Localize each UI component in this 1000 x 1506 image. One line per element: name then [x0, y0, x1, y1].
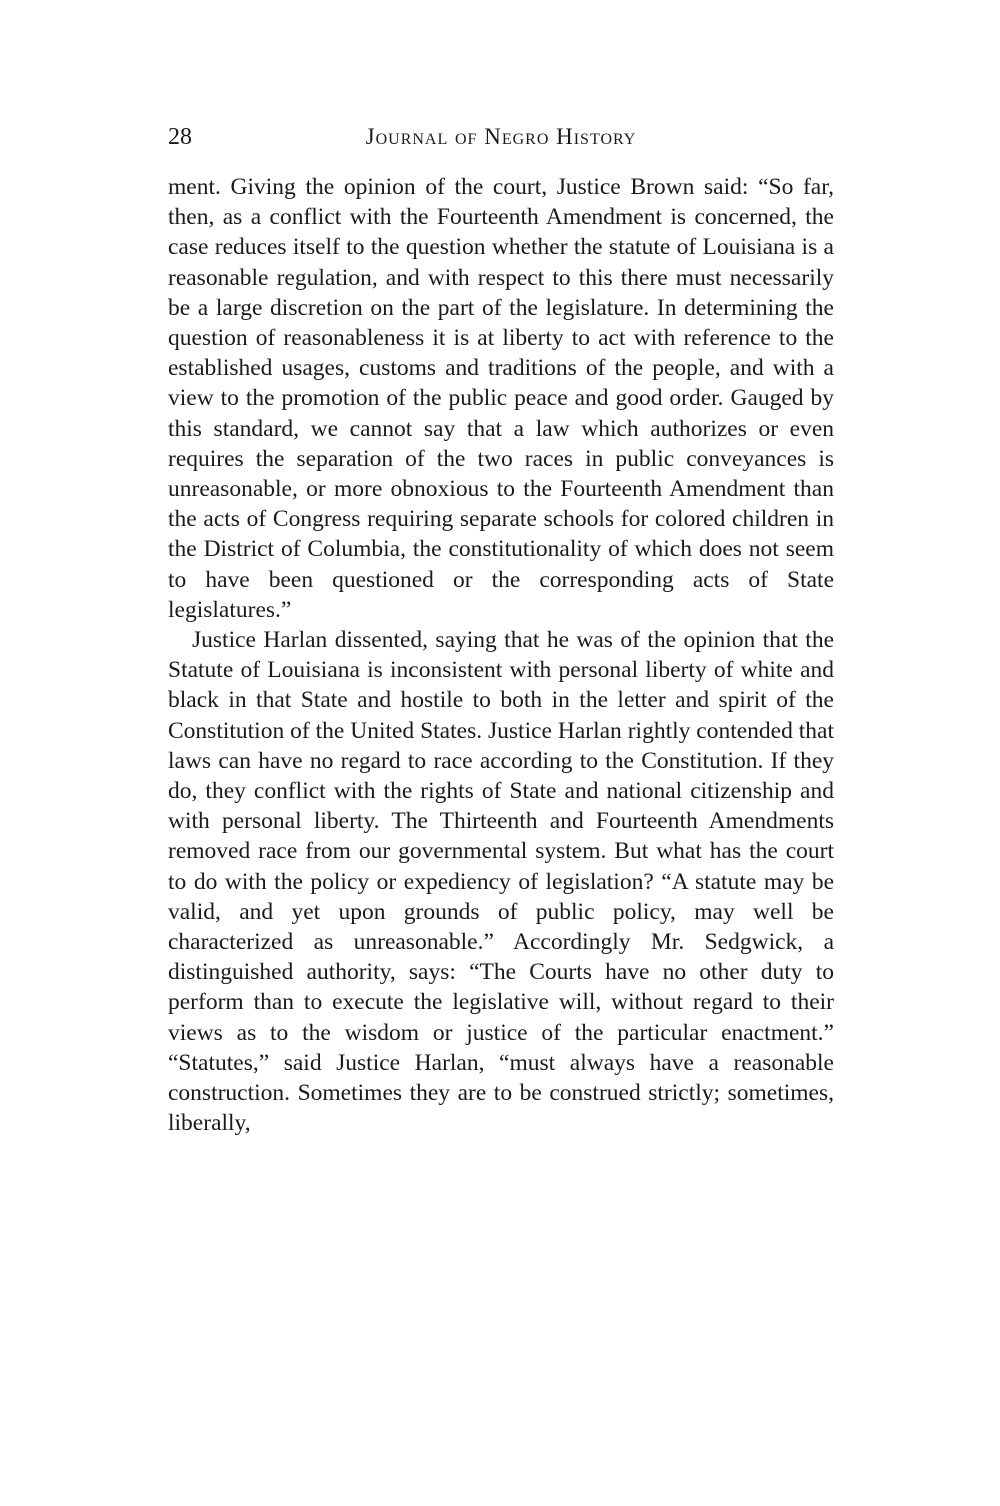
page-number: 28 [168, 124, 192, 150]
running-head [168, 124, 834, 158]
body-text [168, 172, 834, 1139]
paragraph-dissent: Justice Harlan dissented, saying that he was of the opinion that the Statute of Louisiana is inconsistent with personal liberty of white and black in that State and hostile to both in the letter and spirit of the Constitution of the United States. Justice Harlan rightly contended that laws can have no regard to race according to the Constitution. If they do, they conflict with the rights of State and national citizenship and with personal liberty. The Thirteenth and Fourteenth Amendments removed race from our governmental system. But what has the court to do with the policy or expediency of legislation? “A statute may be valid, and yet upon grounds of public policy, may well be characterized as unreasonable.” Accordingly Mr. Sedgwick, a distinguished authority, says: “The Courts have no other duty to perform than to execute the legislative will, without regard to their views as to the wisdom or justice of the particular enactment.” “Statutes,” said Justice Harlan, “must always have a reasonable construction. Sometimes they are to be construed strictly; sometimes, liberally, [168, 627, 834, 1137]
paragraph-opinion: ment. Giving the opinion of the court, Justice Brown said: “So far, then, as a conflict with the Fourteenth Amendment is concerned, the case reduces itself to the question whether the statute of Louisiana is a reasonable regulation, and with respect to this there must necessarily be a large discretion on the part of the legislature. In determining the question of reasonableness it is at liberty to act with reference to the established usages, customs and traditions of the people, and with a view to the promotion of the public peace and good order. Gauged by this standard, we cannot say that a law which authorizes or even requires the separation of the two races in public conveyances is unreasonable, or more obnoxious to the Fourteenth Amendment than the acts of Congress requiring separate schools for colored children in the District of Columbia, the constitutionality of which does not seem to have been questioned or the corresponding acts of State legislatures.” [168, 174, 834, 623]
journal-title: Journal of Negro History [365, 124, 637, 149]
